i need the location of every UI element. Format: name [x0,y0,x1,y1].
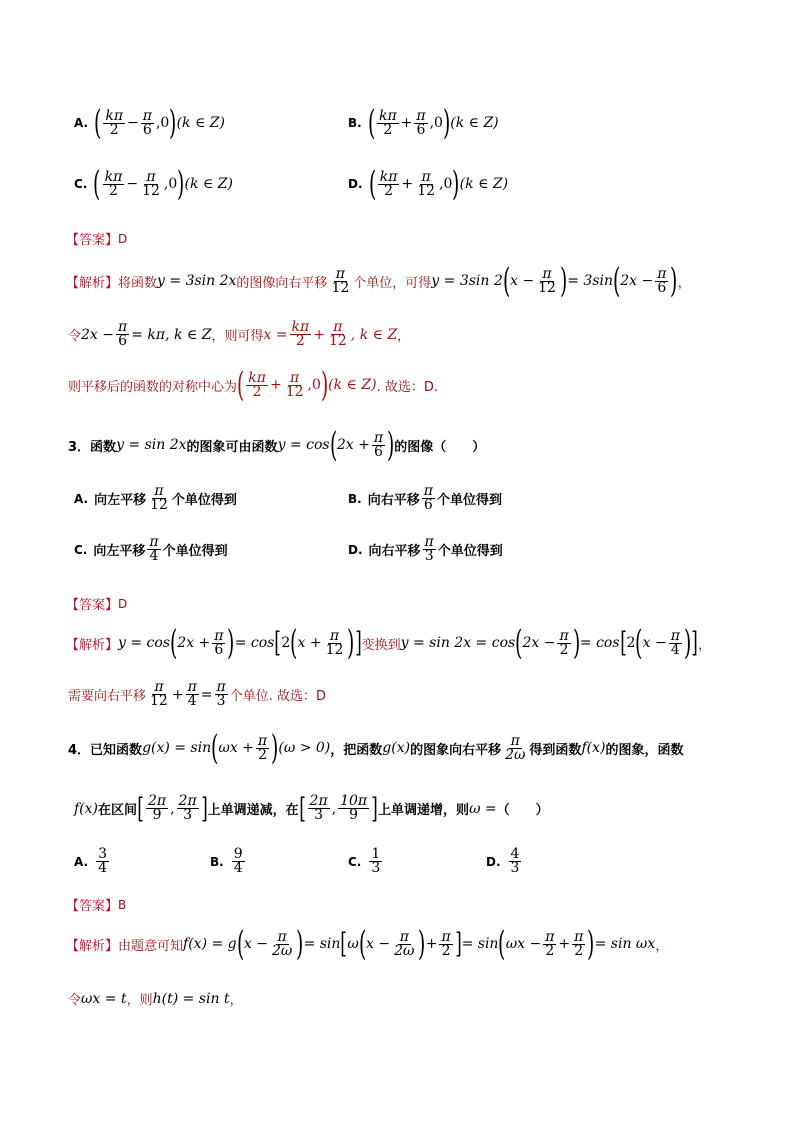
formula: , k ∈ Z [350,326,398,343]
paren-left: ( [498,924,506,964]
paren-right: ) [452,164,460,204]
q2-analysis-line-3 [68,365,438,405]
fraction: $\frac{\pi}{12}$ [150,679,168,709]
q3-option-d [348,536,503,563]
q4-option-c [348,848,384,875]
formula: y = cos [118,635,171,651]
operator: + [401,176,414,192]
paren-left: ( [170,623,178,663]
paren-right: ) [169,103,177,143]
answer-label: 【答案】 [66,899,119,914]
condition: (k ∈ Z) [328,377,377,393]
paren-right: ) [670,261,678,301]
bracket-left: [ [340,927,348,960]
tail: ,0 [163,176,178,192]
fraction: $\frac{\pi}{12}$ [285,369,304,400]
q3-stem [68,425,486,465]
fraction: $\frac{\pi}{12}$ [417,168,436,199]
formula: 2x + [177,635,211,651]
fraction: $\frac{\pi}{2}$ [574,928,584,959]
answer-value: D [118,231,128,246]
formula: = cos [234,635,275,651]
fraction: $\frac{\pi}{6}$ [416,107,426,138]
bracket-left: [ [298,791,306,825]
text: 个单位得到 [436,493,502,508]
condition: (k ∈ Z) [184,176,233,192]
formula: 2 [281,635,291,651]
formula-group [118,623,362,663]
comma: , [170,800,175,817]
formula: 2x + [336,437,370,453]
paren-right: ) [347,623,355,663]
bracket-left: [ [274,626,282,659]
fraction: $\frac{\pi}{4}$ [670,627,680,658]
answer-value: B [118,897,127,912]
condition: (k ∈ Z) [176,115,225,131]
paren-left: ( [368,164,376,204]
option-letter: D. [486,854,501,869]
q3-answer [66,594,127,613]
operator: − [126,176,139,192]
fraction: $\frac{\pi}{2}$ [441,928,451,959]
q4-stem-line-2 [74,791,549,825]
formula-group [237,365,377,405]
option-letter: C. [74,177,88,191]
tail: ,0 [307,377,321,393]
analysis-label: 【解析】 [66,637,119,653]
bracket-right: ] [371,791,378,825]
formula: f(x) [581,740,606,756]
formula-group [263,321,397,348]
tail: ,0 [429,115,443,131]
q3-option-b [348,485,502,512]
fraction: $\frac{\pi}{6}$ [118,319,128,349]
formula: y = 3sin 2 [431,273,503,289]
option-letter: D. [348,177,363,191]
text: 变换到 [361,637,401,653]
formula: = sin [461,936,499,952]
text: 个单位得到 [162,544,228,559]
formula: x − [366,936,391,952]
formula: 2x − [81,326,114,343]
q2-option-d [348,164,509,204]
paren-right: ) [442,103,451,143]
q3-analysis-line-1 [66,623,712,663]
formula-group [81,321,211,348]
text: 需要向右平移 [68,689,147,704]
text: 函数 [90,439,117,455]
formula: f(x) = g [183,936,237,952]
answer-value: D [118,596,128,611]
fraction: $\frac{2\pi}{3}$ [178,793,197,823]
formula: (ω > 0) [278,740,331,756]
paren-right: ) [320,365,329,405]
paren-right: ) [177,164,185,204]
formula: h(t) = sin t [152,990,230,1007]
paren-left: ( [358,924,367,964]
paren-left: ( [94,103,102,143]
paren-left: ( [237,365,245,405]
formula: ωx = t [81,990,127,1007]
formula: y = 3sin 2x [157,273,237,289]
formula: 2x − [522,635,556,651]
answer-label: 【答案】 [66,233,119,248]
text: 由题意可知 [118,938,184,954]
text: 则平移后的函数的对称中心为 [68,379,238,395]
formula: g(x) [382,740,411,756]
paren-left: ( [93,164,101,204]
fraction: $\frac{\pi}{2\omega}$ [394,928,415,959]
paren-left: ( [612,261,621,301]
bracket-left: [ [137,791,144,825]
formula: 2 [626,635,636,651]
formula: f(x) [74,800,99,817]
fraction: $\frac{9}{4}$ [233,846,243,876]
text: 已知函数 [90,742,143,758]
paren-right: ) [572,623,580,663]
q4-analysis-line-2 [68,989,243,1008]
formula: = cos [579,635,620,651]
paren-left: ( [236,924,244,964]
question-number: 3． [68,439,91,455]
paren-left: ( [367,103,375,143]
q4-option-d [486,848,523,875]
formula: y = sin 2x [116,437,187,453]
paren-right: ) [559,261,568,301]
fraction: $\frac{k\pi}{2}$ [105,107,124,138]
operator: − [127,115,139,131]
formula: x + [297,635,322,651]
q4-stem-line-1 [68,728,684,768]
bracket-left: [ [619,626,627,659]
operator: + [269,377,282,393]
fraction: $\frac{3}{4}$ [98,846,107,876]
condition: (k ∈ Z) [450,115,499,131]
paren-right: ) [587,924,595,964]
paren-right: ) [271,728,279,768]
text: 个单位，可得 [353,275,432,291]
bracket-right: ] [354,626,362,659]
text: 的图象可由函数 [186,439,278,455]
formula: ωx − [505,936,542,952]
q4-option-b [210,848,247,875]
text: . 故选：D. [376,379,438,395]
text: 的图象向右平移 [410,742,502,758]
fraction: $\frac{\pi}{3}$ [216,679,226,709]
text: 得到函数 [529,742,582,758]
fraction: $\frac{\pi}{12}$ [142,168,160,199]
formula: g(x) = sin [142,740,212,756]
option-letter: B. [348,116,362,130]
tail: ,0 [155,115,170,131]
paren-right: ) [683,623,692,663]
fraction: $\frac{\pi}{12}$ [328,319,347,349]
paren-right: ) [418,924,426,964]
text: 个单位得到 [437,544,503,559]
paren-left: ( [635,623,643,663]
fraction: $\frac{k\pi}{2}$ [248,369,266,400]
option-letter: B. [210,854,224,869]
comma: , [331,800,337,817]
fraction: $\frac{\pi}{2}$ [545,928,555,959]
text: 将函数 [118,275,158,291]
paren-left: ( [290,623,298,663]
fraction: $\frac{\pi}{6}$ [373,429,384,460]
text: 令 [68,993,82,1008]
text: 在区间 [98,803,138,818]
q2-option-c [74,164,233,204]
q2-analysis-line-1 [66,261,691,301]
q4-answer [66,895,126,914]
tail: ,0 [439,176,453,192]
text: ，则 [126,993,153,1008]
bracket-right: ] [454,927,462,960]
text: 向左平移 [93,544,146,559]
formula: = 3sin [567,273,613,289]
text: 的图像（ ） [394,439,486,455]
q4-option-a [74,848,111,875]
analysis-label: 【解析】 [66,275,119,291]
fraction: $\frac{k\pi}{2}$ [379,168,398,199]
bracket-right: ] [691,626,698,659]
fraction: $\frac{\pi}{6}$ [214,627,224,658]
formula: y = cos [277,437,330,453]
question-number: 4． [68,742,91,758]
q2-analysis-line-2 [68,321,410,348]
text: 向右平移 [368,544,421,559]
operator: + [558,936,571,952]
fraction: $\frac{\pi}{12}$ [150,483,168,513]
paren-right: ) [296,924,304,964]
fraction: $\frac{\pi}{12}$ [331,265,350,296]
formula: x − [642,635,667,651]
option-letter: A. [74,491,89,506]
text: ， [698,637,712,653]
formula: = sin [303,936,341,952]
paren-right: ) [387,425,395,465]
formula: = kπ, k ∈ Z [131,326,212,343]
text: 上单调递增，则 [378,803,470,818]
text: 向右平移 [367,493,420,508]
fraction: $\frac{\pi}{4}$ [149,534,159,564]
formula: y = sin 2x = cos [400,635,516,651]
fraction: $\frac{\pi}{6}$ [657,265,667,296]
fraction: $\frac{\pi}{6}$ [423,483,433,513]
fraction: $\frac{k\pi}{2}$ [104,168,123,199]
option-letter: C. [348,854,362,869]
fraction: $\frac{k\pi}{2}$ [378,107,397,138]
text: 的图象，函数 [605,742,684,758]
fraction: $\frac{\pi}{12}$ [325,627,344,658]
text: 个单位. 故选：D [229,689,326,704]
text: ， [655,938,669,954]
q2-answer [66,229,127,248]
q2-option-a [74,103,225,143]
q3-option-c [74,536,228,563]
text: ，把函数 [330,742,383,758]
option-letter: B. [348,491,362,506]
text: ， [397,329,411,344]
condition: (k ∈ Z) [459,176,509,192]
text: （ ） [496,803,549,818]
option-letter: A. [74,854,89,869]
option-letter: D. [348,542,363,557]
text: 上单调递减，在 [207,803,299,818]
formula-group [183,924,656,964]
formula-group [400,623,699,663]
paren-left: ( [515,623,523,663]
fraction: $\frac{\pi}{2\omega}$ [271,928,293,959]
paren-left: ( [211,728,219,768]
fraction: $\frac{\pi}{2}$ [257,732,268,763]
fraction: $\frac{2\pi}{9}$ [147,793,167,823]
paren-left: ( [502,261,511,301]
operator: + [400,115,413,131]
text: 令 [68,329,82,344]
operator: + [313,326,325,343]
option-letter: C. [74,542,88,557]
fraction: $\frac{\pi}{12}$ [538,265,556,296]
fraction: $\frac{\pi}{3}$ [424,534,434,564]
q4-analysis-line-1 [66,924,669,964]
q3-analysis-line-2 [68,681,326,708]
formula: = sin ωx [594,936,656,952]
fraction: $\frac{k\pi}{2}$ [291,319,310,349]
answer-label: 【答案】 [66,598,119,613]
q3-option-a [74,485,237,512]
fraction: $\frac{4}{3}$ [510,846,520,876]
formula: ω = [469,800,497,817]
analysis-label: 【解析】 [66,938,119,954]
formula: x = [263,326,288,343]
fraction: $\frac{10\pi}{9}$ [340,793,368,823]
text: ，则可得 [211,329,264,344]
fraction: $\frac{\pi}{6}$ [142,107,152,138]
formula: ωx + [218,740,254,756]
operator: + [171,686,184,703]
fraction: $\frac{\pi}{4}$ [187,679,197,709]
fraction: $\frac{1}{3}$ [371,846,381,876]
text: ， [229,993,243,1008]
text: 个单位得到 [171,493,237,508]
text: 向左平移 [94,493,147,508]
bracket-right: ] [200,791,208,825]
fraction: $\frac{2\pi}{3}$ [309,793,328,823]
operator: = [200,686,213,703]
text: 的图像向右平移 [236,275,328,291]
formula: 2x − [620,273,654,289]
formula-group [146,681,230,708]
operator: + [425,936,438,952]
text: ， [677,275,691,291]
formula: x − [510,273,535,289]
fraction: $\frac{\pi}{2\omega}$ [505,732,526,763]
formula: x − [243,936,268,952]
q2-option-b [348,103,499,143]
formula: ω [347,936,359,952]
paren-right: ) [227,623,235,663]
fraction: $\frac{\pi}{2}$ [559,627,569,658]
formula-group [431,261,678,301]
paren-left: ( [329,425,337,465]
option-letter: A. [74,116,89,130]
